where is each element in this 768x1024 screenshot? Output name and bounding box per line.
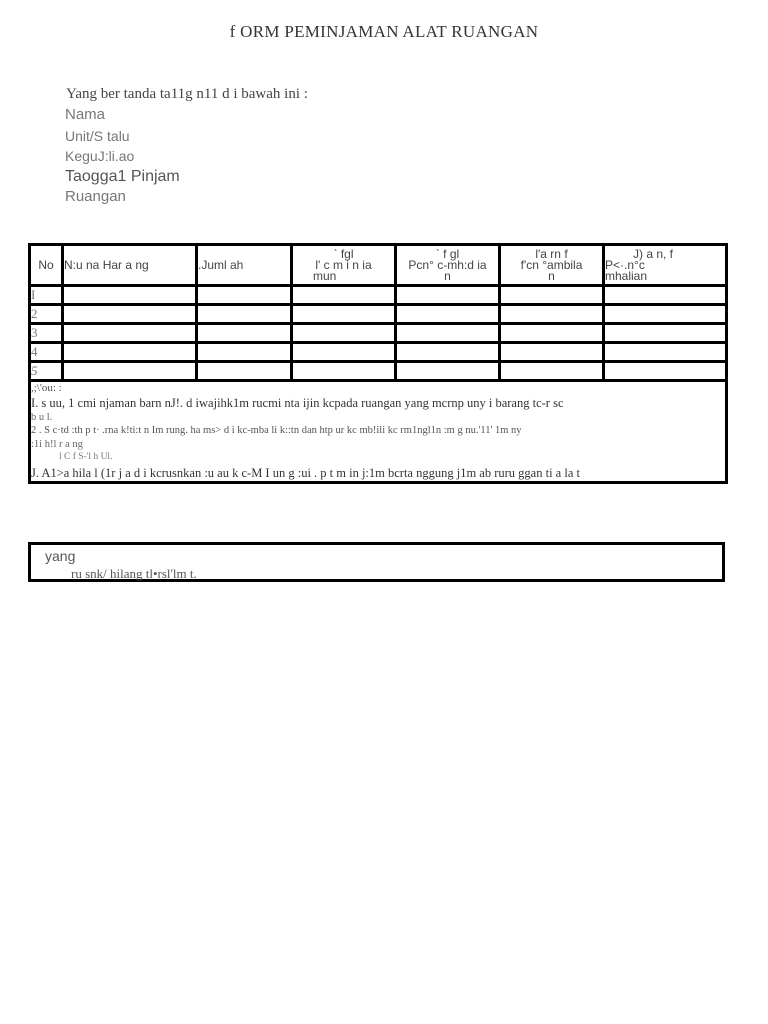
cell-tgl-peminjaman[interactable] (292, 362, 396, 381)
cell-nama-barang[interactable] (63, 286, 197, 305)
cell-tgl-peminjaman[interactable] (292, 343, 396, 362)
cell-tgl-pengembalian[interactable] (396, 343, 500, 362)
header-line: l' c m i n ia (315, 257, 372, 272)
cell-paraf-pengembalian[interactable] (604, 324, 727, 343)
notes-heading: ,;\'ou: : (31, 382, 62, 394)
borrower-fields (65, 105, 180, 208)
header-line: l'a rn f (535, 246, 568, 261)
cell-paraf-pengambilan[interactable] (500, 286, 604, 305)
cell-jumlah[interactable] (197, 324, 292, 343)
cell-paraf-pengambilan[interactable] (500, 362, 604, 381)
header-tgl-pengembalian (396, 245, 500, 286)
header-line: mun (313, 268, 337, 283)
row-number: 4 (30, 343, 63, 362)
cell-tgl-pengembalian[interactable] (396, 362, 500, 381)
cell-jumlah[interactable] (197, 305, 292, 324)
cell-paraf-pengembalian[interactable] (604, 362, 727, 381)
notes-cell (30, 381, 727, 483)
header-line: n (444, 268, 451, 283)
row-number: 5 (30, 362, 63, 381)
header-line: J) a n, f (633, 246, 674, 261)
field-label-ruangan: Ruangan (65, 188, 126, 205)
header-jumlah: .Juml ah (197, 245, 292, 286)
cell-paraf-pengembalian[interactable] (604, 286, 727, 305)
header-nama-barang: N:u na Har a ng (63, 245, 197, 286)
box-line-1: yang (45, 548, 76, 564)
cell-nama-barang[interactable] (63, 305, 197, 324)
header-paraf-pengambilan (500, 245, 604, 286)
cell-tgl-peminjaman[interactable] (292, 286, 396, 305)
cell-paraf-pengambilan[interactable] (500, 305, 604, 324)
note-2-sub: l C f S-'l h Ul. (59, 452, 113, 462)
field-label-nama: Nama (65, 106, 106, 123)
header-line: Pcn° c-mh:d ia (408, 257, 487, 272)
header-line: P<·.n°c (605, 257, 645, 272)
header-line: mhalian (605, 268, 648, 283)
cell-paraf-pengembalian[interactable] (604, 343, 727, 362)
table-row (30, 362, 727, 381)
cell-nama-barang[interactable] (63, 343, 197, 362)
form-title: f ORM PEMINJAMAN ALAT RUANGAN (229, 22, 539, 41)
cell-tgl-pengembalian[interactable] (396, 305, 500, 324)
cell-tgl-pengembalian[interactable] (396, 324, 500, 343)
cell-paraf-pengambilan[interactable] (500, 343, 604, 362)
note-1: I. s uu, 1 cmi njaman barn nJ!. d iwajihk1m rucmi nta ijin kcpada ruangan yang mcrnp uny i barang tc-r sc (31, 396, 564, 410)
note-2: 2 . S c·td :th p t· .rna k!ti:t n Im rung. ha ms> d i kc-mba li k::tn dan htp ur kc mb!ili kc rm1ngl1n :m g nu.'11' 1m ny (31, 425, 522, 436)
cell-nama-barang[interactable] (63, 324, 197, 343)
intro-text: Yang ber tanda ta11g n11 d i bawah ini : (66, 86, 308, 102)
header-line: f'cn °ambila (520, 257, 583, 272)
note-3: J. A1>a hila l (1r j a d i kcrusnkan :u au k c-M I un g :ui . p t m in j:1m bcrta nggung j1m ab ruru ggan ti a la t (31, 466, 580, 480)
header-no: No (30, 245, 63, 286)
field-label-tanggal-pinjam: Taogga1 Pinjam (65, 167, 180, 185)
cell-tgl-peminjaman[interactable] (292, 305, 396, 324)
table-row (30, 286, 727, 305)
signature-box (28, 542, 725, 582)
table-row (30, 343, 727, 362)
table-row (30, 324, 727, 343)
notes-row (30, 381, 727, 483)
items-table (28, 243, 728, 484)
cell-jumlah[interactable] (197, 286, 292, 305)
header-tgl-peminjaman (292, 245, 396, 286)
field-label-unit: Unit/S talu (65, 127, 130, 144)
cell-tgl-peminjaman[interactable] (292, 324, 396, 343)
header-line: n (548, 268, 555, 283)
table-row (30, 305, 727, 324)
box-line-2: ru snk/ hilang tl•rsl'lm t. (71, 566, 197, 581)
note-1-continuation: b u l. (31, 412, 53, 423)
table-header-row (30, 245, 727, 286)
header-paraf-pengembalian (604, 245, 727, 286)
field-label-keperluan: KeguJ:li.ao (65, 148, 135, 164)
row-number: I (30, 286, 63, 305)
note-2-continuation: :1i h!l r a ng (31, 439, 83, 450)
cell-paraf-pengembalian[interactable] (604, 305, 727, 324)
cell-tgl-pengembalian[interactable] (396, 286, 500, 305)
row-number: 2 (30, 305, 63, 324)
cell-jumlah[interactable] (197, 362, 292, 381)
cell-nama-barang[interactable] (63, 362, 197, 381)
header-line: ` fgl (333, 246, 354, 261)
row-number: 3 (30, 324, 63, 343)
cell-jumlah[interactable] (197, 343, 292, 362)
header-line: ` f gl (435, 246, 460, 261)
cell-paraf-pengambilan[interactable] (500, 324, 604, 343)
